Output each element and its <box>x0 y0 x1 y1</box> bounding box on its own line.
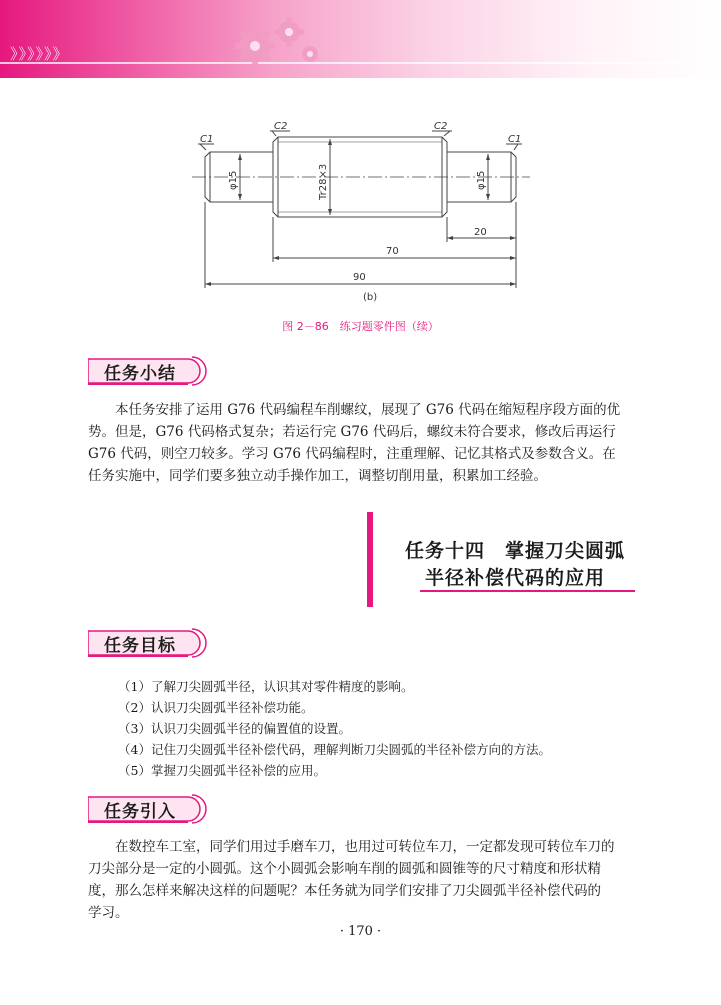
summary-line: 势。但是，G76 代码格式复杂；若运行完 G76 代码后，螺纹未符合要求，修改后再运行 <box>88 424 616 440</box>
summary-line: 本任务安排了运用 G76 代码编程车削螺纹，展现了 G76 代码在缩短程序段方面的优 <box>115 402 621 418</box>
dimension-70: 70 <box>386 246 399 257</box>
chevron-decoration: 》》》》》》 <box>10 45 69 63</box>
figure-sublabel: (b) <box>363 292 378 303</box>
chamfer-label-right: C1 <box>508 134 522 145</box>
dimension-90: 90 <box>353 272 366 283</box>
section-tag-summary <box>88 356 210 386</box>
task-title-line1: 任务十四 掌握刀尖圆弧 <box>404 540 625 562</box>
dimension-20: 20 <box>474 227 487 238</box>
intro-paragraph <box>88 836 636 924</box>
list-item: （4）记住刀尖圆弧半径补偿代码，理解判断刀尖圆弧的半径补偿方向的方法。 <box>118 742 551 757</box>
task-title-underline <box>420 590 635 592</box>
diameter-label-left: φ15 <box>228 170 239 190</box>
section-title-intro: 任务引入 <box>104 802 176 822</box>
list-item: （3）认识刀尖圆弧半径的偏置值的设置。 <box>118 721 351 736</box>
intro-line: 刀尖部分是一定的小圆弧。这个小圆弧会影响车削的圆弧和圆锥等的尺寸精度和形状精 <box>88 861 601 877</box>
task-title-bar <box>367 512 373 607</box>
chamfer-label-left: C1 <box>200 134 214 145</box>
chamfer-label-thread-left: C2 <box>274 121 288 132</box>
summary-line: G76 代码，则空刀较多。学习 G76 代码编程时，注重理解、记忆其格式及参数含义。在 <box>88 446 616 462</box>
intro-line: 度，那么怎样来解决这样的问题呢？本任务就为同学们安排了刀尖圆弧半径补偿代码的 <box>88 883 601 899</box>
list-item: （5）掌握刀尖圆弧半径补偿的应用。 <box>118 763 326 778</box>
list-item: （1）了解刀尖圆弧半径，认识其对零件精度的影响。 <box>118 679 414 694</box>
chamfer-label-thread-right: C2 <box>434 121 448 132</box>
part-drawing <box>180 102 550 312</box>
intro-line: 学习。 <box>88 905 129 921</box>
section-title-goals: 任务目标 <box>104 636 176 656</box>
list-item: （2）认识刀尖圆弧半径补偿功能。 <box>118 700 314 715</box>
header-gradient <box>0 0 721 78</box>
task-title-line2: 半径补偿代码的应用 <box>424 567 605 589</box>
gear-icon <box>225 8 335 72</box>
summary-line: 任务实施中，同学们要多独立动手操作加工，调整切削用量，积累加工经验。 <box>88 468 547 484</box>
section-title-summary: 任务小结 <box>104 364 176 384</box>
goals-list <box>118 676 638 781</box>
section-tag-goals <box>88 628 210 658</box>
figure-caption: 图 2－86 练习题零件图（续） <box>282 320 439 333</box>
page-number: · 170 · <box>339 924 382 939</box>
diameter-label-right: φ15 <box>476 170 487 190</box>
page-header <box>0 0 721 78</box>
section-tag-intro <box>88 794 210 824</box>
thread-spec-label: Tr28×3 <box>318 163 329 200</box>
header-rule <box>0 62 721 64</box>
summary-paragraph <box>88 399 636 487</box>
intro-line: 在数控车工室，同学们用过手磨车刀，也用过可转位车刀，一定都发现可转位车刀的 <box>115 839 615 855</box>
